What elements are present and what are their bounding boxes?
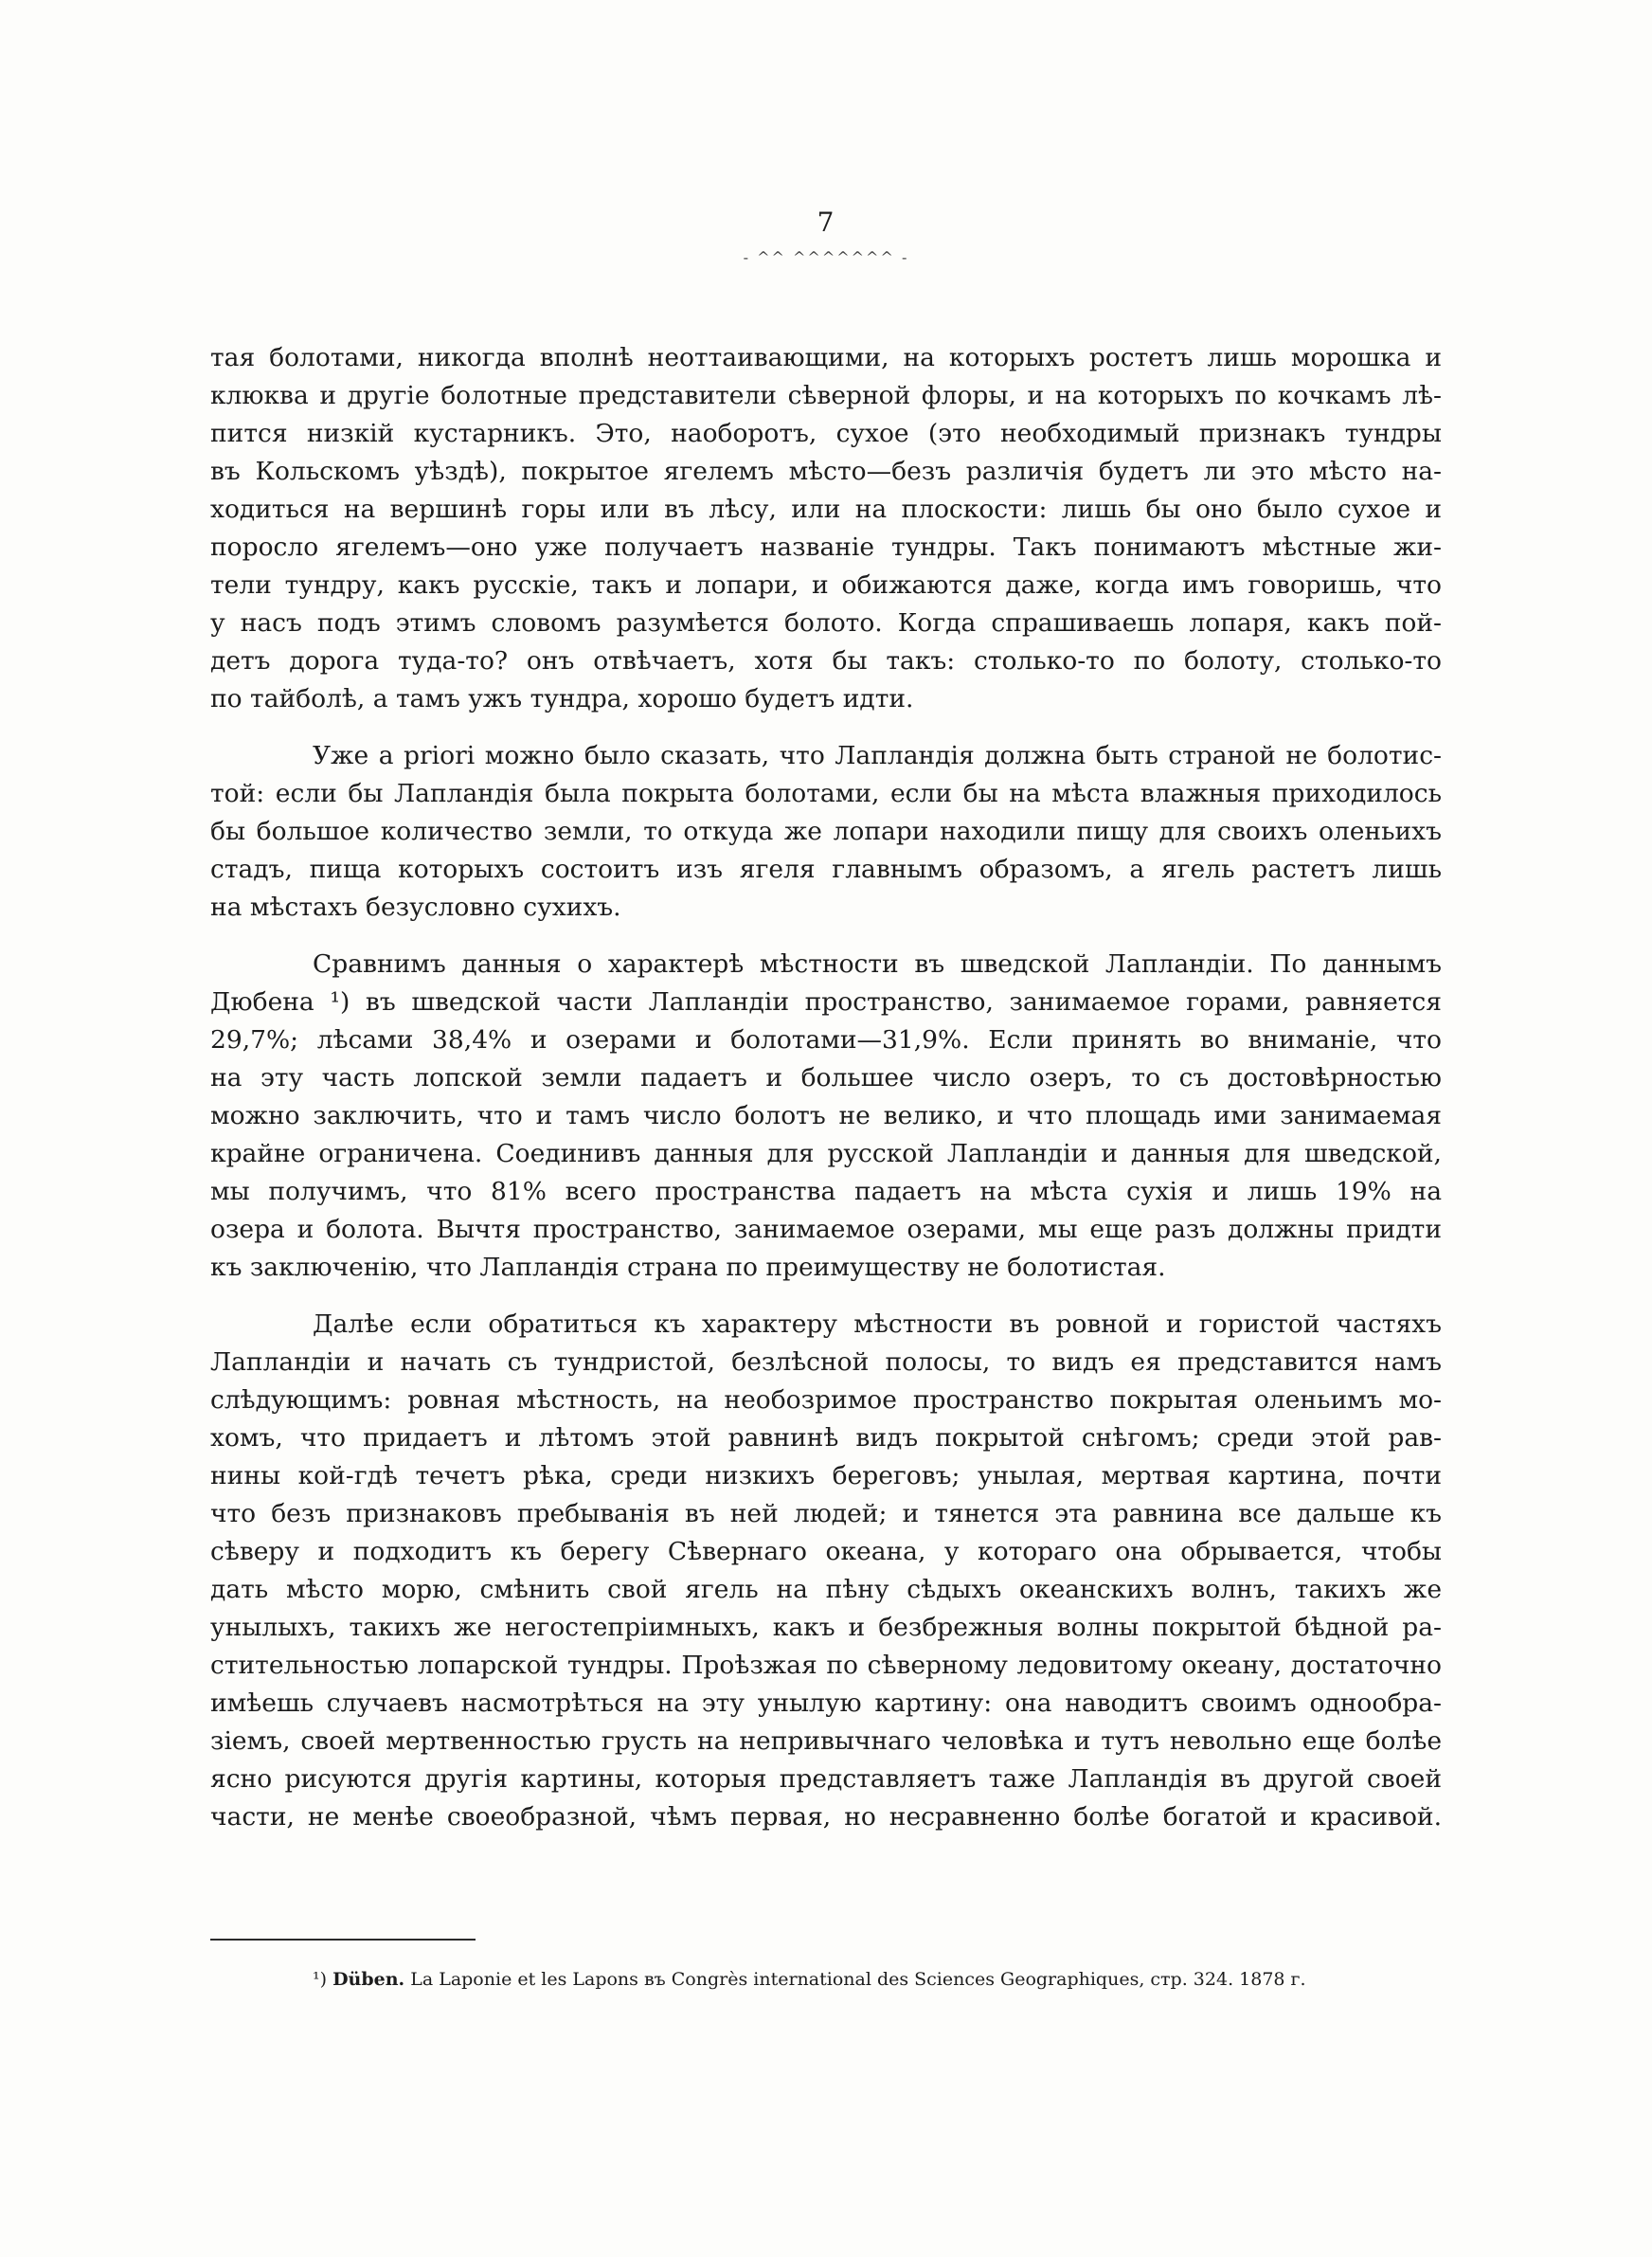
text-line: 29,7%; лѣсами 38,4% и озерами и болотами—31,9%. Если принять во вниманіе, что xyxy=(210,1025,1442,1055)
text-line: крайне ограничена. Соединивъ данныя для русской Лапландіи и данныя для шведской, xyxy=(210,1139,1442,1168)
text-line: ходиться на вершинѣ горы или въ лѣсу, или на плоскости: лишь бы оно было сухое и xyxy=(210,495,1442,524)
text-line: на эту часть лопской земли падаетъ и большее число озеръ, то съ достовѣрностью xyxy=(210,1063,1442,1092)
text-line: нины кой-гдѣ течетъ рѣка, среди низкихъ береговъ; унылая, мертвая картина, почти xyxy=(210,1461,1442,1490)
text-line: части, не менѣе своеобразной, чѣмъ первая, но несравненно болѣе богатой и красивой. xyxy=(210,1802,1442,1832)
text-line: Сравнимъ данныя о характерѣ мѣстности въ шведской Лапландіи. По даннымъ xyxy=(313,949,1442,979)
text-line: тая болотами, никогда вполнѣ неоттаивающими, на которыхъ ростетъ лишь морошка и xyxy=(210,343,1442,372)
text-line: стадъ, пища которыхъ состоитъ изъ ягеля главнымъ образомъ, а ягель растетъ лишь xyxy=(210,855,1442,884)
text-line: можно заключить, что и тамъ число болотъ не велико, и что площадь ими занимаемая xyxy=(210,1101,1442,1130)
text-line: унылыхъ, такихъ же негостепріимныхъ, какъ и безбрежныя волны покрытой бѣдной ра- xyxy=(210,1613,1442,1642)
footnote-text: La Laponie et les Lapons въ Congrès international des Sciences Geographiques, стр. 324. 1878 г. xyxy=(410,1969,1306,1990)
text-line: зіемъ, своей мертвенностью грусть на непривычнаго человѣка и тутъ невольно еще болѣе xyxy=(210,1726,1442,1756)
page-number: 7 xyxy=(817,207,835,238)
text-line: что безъ признаковъ пребыванія въ ней людей; и тянется эта равнина все дальше къ xyxy=(210,1499,1442,1528)
text-line: пится низкій кустарникъ. Это, наоборотъ, сухое (это необходимый признакъ тундры xyxy=(210,419,1442,448)
text-line: дать мѣсто морю, смѣнить свой ягель на пѣну сѣдыхъ океанскихъ волнъ, такихъ же xyxy=(210,1575,1442,1604)
text-line: хомъ, что придаетъ и лѣтомъ этой равнинѣ видъ покрытой снѣгомъ; среди этой рав- xyxy=(210,1423,1442,1453)
text-line: у насъ подъ этимъ словомъ разумѣется болото. Когда спрашиваешь лопаря, какъ пой- xyxy=(210,608,1442,638)
text-line: на мѣстахъ безусловно сухихъ. xyxy=(210,893,621,922)
text-line: той: если бы Лапландія была покрыта болотами, если бы на мѣста влажныя приходилось xyxy=(210,779,1442,808)
text-line: ясно рисуются другія картины, которыя представляетъ таже Лапландія въ другой своей xyxy=(210,1764,1442,1794)
text-line: Далѣе если обратиться къ характеру мѣстности въ ровной и гористой частяхъ xyxy=(313,1309,1442,1339)
header-ornament: - ^^ ^^^^^^^ - xyxy=(743,248,909,266)
text-line: поросло ягелемъ—оно уже получаетъ названіе тундры. Такъ понимаютъ мѣстные жи- xyxy=(210,533,1442,562)
text-line: тели тундру, какъ русскіе, такъ и лопари, и обижаются даже, когда имъ говоришь, что xyxy=(210,570,1442,600)
footnote-divider xyxy=(210,1939,476,1941)
text-line: бы большое количество земли, то откуда же лопари находили пищу для своихъ оленьихъ xyxy=(210,817,1442,846)
text-line: мы получимъ, что 81% всего пространства падаетъ на мѣста сухія и лишь 19% на xyxy=(210,1177,1442,1206)
text-line: Уже a priori можно было сказать, что Лапландія должна быть страной не болотис- xyxy=(313,741,1442,770)
text-line: клюква и другіе болотные представители сѣверной флоры, и на которыхъ по кочкамъ лѣ- xyxy=(210,381,1442,410)
text-line: Лапландіи и начать съ тундристой, безлѣсной полосы, то видъ ея представится намъ xyxy=(210,1347,1442,1377)
text-line: Дюбена ¹) въ шведской части Лапландіи пространство, занимаемое горами, равняется xyxy=(210,987,1442,1017)
text-line: сѣверу и подходитъ къ берегу Сѣвернаго океана, у котораго она обрывается, чтобы xyxy=(210,1537,1442,1566)
text-line: стительностью лопарской тундры. Проѣзжая по сѣверному ледовитому океану, достаточно xyxy=(210,1651,1442,1680)
footnote-author: Düben. xyxy=(332,1969,405,1990)
text-line: детъ дорога туда-то? онъ отвѣчаетъ, хотя бы такъ: столько-то по болоту, столько-то xyxy=(210,646,1442,676)
text-line: къ заключенію, что Лапландія страна по преимуществу не болотистая. xyxy=(210,1253,1166,1282)
text-line: въ Кольскомъ уѣздѣ), покрытое ягелемъ мѣсто—безъ различія будетъ ли это мѣсто на- xyxy=(210,457,1442,486)
text-line: имѣешь случаевъ насмотрѣться на эту унылую картину: она наводитъ своимъ однообра- xyxy=(210,1688,1442,1718)
text-line: по тайболѣ, а тамъ ужъ тундра, хорошо будетъ идти. xyxy=(210,684,914,713)
text-line: слѣдующимъ: ровная мѣстность, на необозримое пространство покрытая оленьимъ мо- xyxy=(210,1385,1442,1415)
footnote xyxy=(313,1965,1440,1994)
text-line: озера и болота. Вычтя пространство, занимаемое озерами, мы еще разъ должны придти xyxy=(210,1215,1442,1244)
footnote-marker: ¹) xyxy=(313,1969,328,1990)
